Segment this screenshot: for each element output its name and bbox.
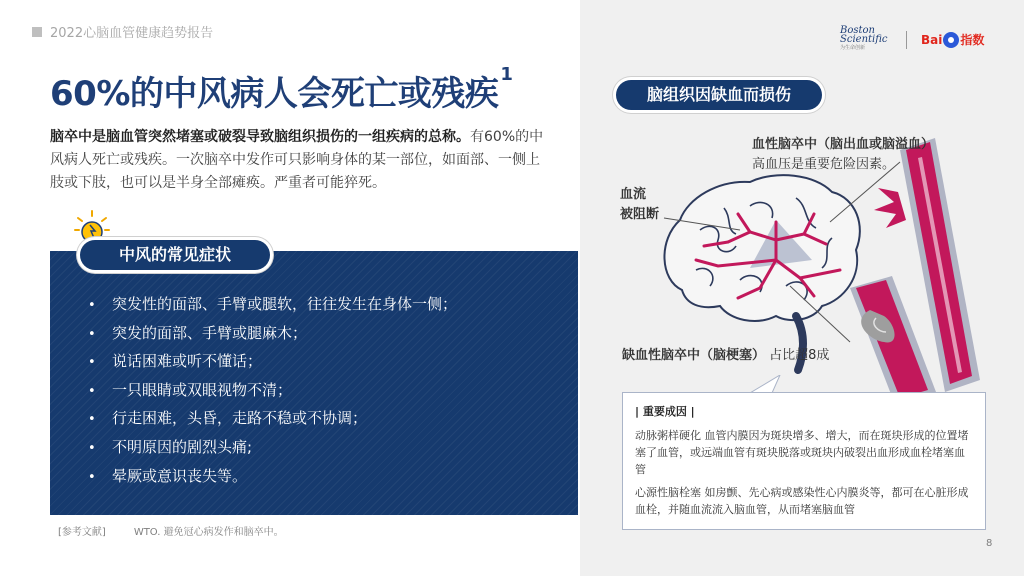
- page-title: 60%的中风病人会死亡或残疾 $^1$: [50, 64, 513, 114]
- reference-label: [参考文献]: [58, 527, 106, 538]
- bullet-icon: •: [88, 469, 96, 485]
- bullet-icon: •: [88, 298, 96, 313]
- intro-lead: 脑卒中是脑血管突然堵塞或破裂导致脑组织损伤的一组疾病的总称。: [50, 129, 470, 145]
- symptom-text: 突发性的面部、手臂或腿软，往往发生在身体一侧；: [112, 295, 458, 313]
- header-square-icon: [32, 27, 42, 37]
- blocked-vessel-image: [850, 276, 936, 400]
- report-title: 2022心脑血管健康趋势报告: [50, 26, 214, 41]
- symptom-text: 一只眼睛或双眼视物不清；: [112, 380, 293, 399]
- symptom-item: [88, 433, 457, 462]
- symptom-item: [88, 347, 457, 376]
- logo-divider: [906, 31, 907, 49]
- symptom-item: [88, 319, 457, 348]
- brain-image: [664, 175, 859, 370]
- page-number: 8: [986, 538, 993, 549]
- bullet-icon: •: [88, 326, 96, 342]
- rupture-splash-icon: [874, 188, 906, 228]
- intro-paragraph: [50, 126, 550, 195]
- symptom-item: [88, 290, 457, 319]
- ischemic-stroke-label: 缺血性脑卒中（脑梗塞） 占比超8成: [622, 348, 830, 363]
- bullet-icon: •: [88, 412, 96, 428]
- symptom-item: [88, 376, 457, 405]
- brain-heading: 脑组织因缺血而损伤: [616, 80, 822, 110]
- symptom-item: [88, 462, 457, 491]
- intro-body: 有60%的中风病人死亡或残疾。一次脑卒中发作可只影响身体的某一部位，如面部、一侧上肢或下肢，也可以是半身全部瘫痪。严重者可能猝死。: [50, 129, 544, 191]
- cause-atherosclerosis: 动脉粥样硬化 血管内膜因为斑块增多、增大，而在斑块形成的位置堵塞了血管，或远端血管有斑块脱落或斑块内破裂出血形成血栓堵塞血管: [635, 429, 969, 476]
- title-footnote-mark: 1: [500, 64, 513, 85]
- symptom-text: 晕厥或意识丧失等。: [112, 466, 248, 485]
- baidu-index-logo: Bai 指数: [921, 32, 985, 47]
- report-header: [32, 22, 213, 41]
- boston-scientific-logo: Boston Scientific 为生命创新: [840, 25, 888, 51]
- symptoms-heading: 中风的常见症状: [80, 240, 270, 270]
- baidu-paw-icon: [943, 32, 959, 48]
- logo-bar: [840, 26, 984, 53]
- symptom-text: 不明原因的剧烈头痛;: [112, 437, 253, 456]
- bullet-icon: •: [88, 355, 96, 371]
- bullet-icon: •: [88, 383, 96, 399]
- causes-box: [622, 392, 986, 530]
- blood-flow-blocked-label: 血流 被阻断: [620, 187, 660, 222]
- symptom-item: [88, 404, 457, 433]
- reference-text: WTO. 避免冠心病发作和脑卒中。: [133, 527, 284, 538]
- reference: [58, 523, 284, 538]
- symptom-text: 突发的面部、手臂或腿麻木；: [112, 323, 308, 342]
- symptom-text: 说话困难或听不懂话；: [112, 352, 263, 371]
- causes-heading: | 重要成因 |: [635, 405, 695, 418]
- cause-cardioembolic: 心源性脑栓塞 如房颤、先心病或感染性心内膜炎等，都可在心脏形成血栓，并随血流流入脑血管，从而堵塞脑血管: [635, 486, 969, 516]
- hemorrhagic-stroke-label: 血性脑卒中（脑出血或脑溢血） 高血压是重要危险因素。: [752, 137, 935, 172]
- symptom-text: 行走困难，头昏，走路不稳或不协调；: [112, 409, 368, 428]
- bullet-icon: •: [88, 440, 96, 456]
- symptoms-list: [88, 290, 457, 490]
